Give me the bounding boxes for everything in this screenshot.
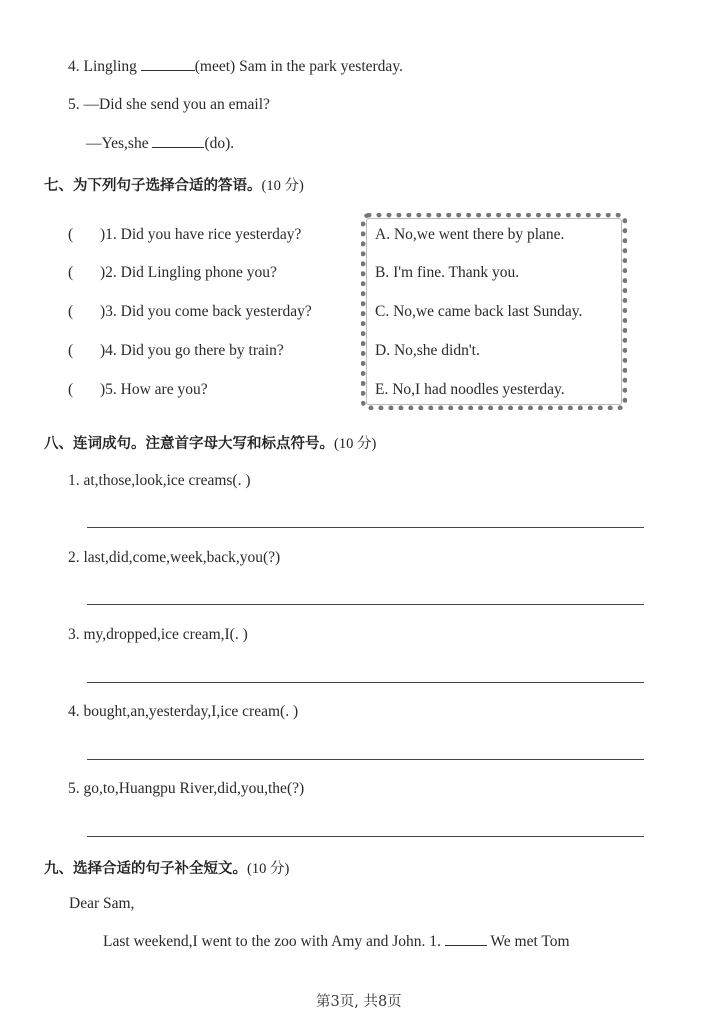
answer-line[interactable] [87, 759, 644, 760]
match-question-text: )1. Did you have rice yesterday? [100, 226, 302, 243]
letter-line-1 [103, 933, 570, 951]
answer-line[interactable] [87, 527, 644, 528]
option-e: E. No,I had noodles yesterday. [375, 381, 565, 398]
question-5: 5. —Did she send you an email? [68, 96, 270, 113]
letter-salutation: Dear Sam, [69, 895, 135, 912]
match-question [68, 226, 301, 244]
section-9-heading [44, 857, 289, 878]
question-4-hint: (meet) Sam in the park yesterday. [194, 58, 403, 75]
answer-paren[interactable]: ( [68, 381, 74, 398]
match-question [68, 264, 277, 282]
question-5-answer [86, 135, 234, 153]
letter-text: We met Tom [486, 933, 570, 950]
answer-line[interactable] [87, 836, 644, 837]
match-question-text: )2. Did Lingling phone you? [100, 264, 277, 281]
answer-blank[interactable] [141, 58, 195, 71]
question-5-answer-text: —Yes,she [86, 135, 153, 152]
answer-paren[interactable]: ( [68, 264, 74, 281]
answer-paren[interactable]: ( [68, 303, 74, 320]
section-7-title: 七、为下列句子选择合适的答语。 [44, 178, 262, 194]
word-order-item: 1. at,those,look,ice creams(. ) [68, 472, 251, 489]
option-c: C. No,we came back last Sunday. [375, 303, 583, 320]
match-question [68, 381, 208, 399]
word-order-item: 5. go,to,Huangpu River,did,you,the(?) [68, 780, 305, 797]
question-5-hint: (do). [204, 135, 235, 152]
word-order-item: 4. bought,an,yesterday,I,ice cream(. ) [68, 703, 299, 720]
section-8-points: (10 分) [334, 436, 377, 452]
section-8-title: 八、连词成句。注意首字母大写和标点符号。 [44, 436, 334, 452]
question-4-text: 4. Lingling [68, 58, 141, 75]
answer-paren[interactable]: ( [68, 226, 74, 243]
letter-text: Last weekend,I went to the zoo with Amy and John. 1. [103, 933, 445, 950]
word-order-item: 2. last,did,come,week,back,you(?) [68, 549, 281, 566]
answer-blank[interactable] [445, 933, 487, 946]
section-9-title: 九、选择合适的句子补全短文。 [44, 861, 247, 877]
section-8-heading [44, 432, 376, 453]
section-7-heading [44, 174, 304, 195]
answer-blank[interactable] [152, 135, 204, 148]
match-question [68, 342, 284, 360]
answer-paren[interactable]: ( [68, 342, 74, 359]
match-question-text: )4. Did you go there by train? [100, 342, 284, 359]
match-question-text: )3. Did you come back yesterday? [100, 303, 312, 320]
answer-line[interactable] [87, 604, 644, 605]
match-question [68, 303, 312, 321]
word-order-item: 3. my,dropped,ice cream,I(. ) [68, 626, 248, 643]
match-question-text: )5. How are you? [100, 381, 208, 398]
option-d: D. No,she didn't. [375, 342, 480, 359]
page-number: 第3页, 共8页 [316, 994, 402, 1010]
answer-line[interactable] [87, 682, 644, 683]
section-7-points: (10 分) [261, 178, 304, 194]
option-a: A. No,we went there by plane. [375, 226, 565, 243]
section-9-points: (10 分) [247, 861, 290, 877]
option-b: B. I'm fine. Thank you. [375, 264, 520, 281]
question-4 [68, 58, 403, 76]
